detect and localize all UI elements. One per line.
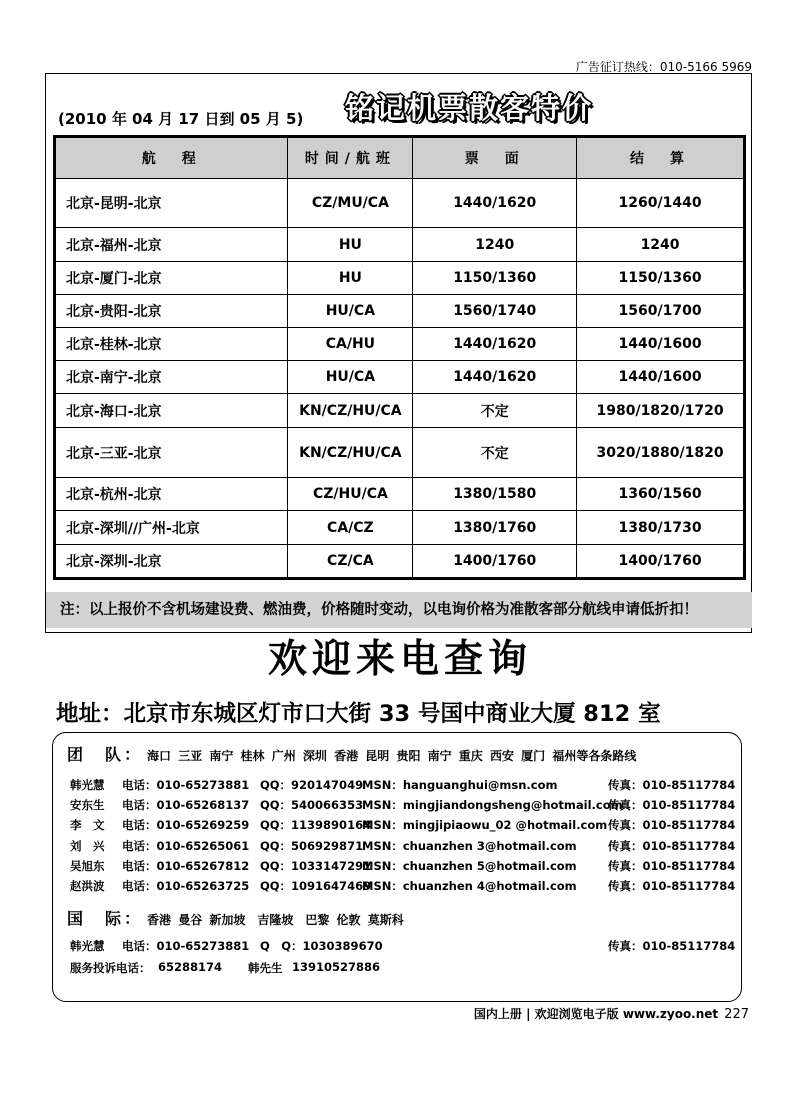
route-cell: 北京-深圳//广州-北京 bbox=[55, 511, 288, 545]
table-row bbox=[55, 511, 745, 545]
international-section-header bbox=[67, 906, 404, 929]
fare-cell: 1440/1620 bbox=[413, 361, 577, 394]
fare-cell: 1560/1740 bbox=[413, 295, 577, 328]
route-cell: 北京-三亚-北京 bbox=[55, 428, 288, 478]
flight-cell: HU/CA bbox=[288, 295, 413, 328]
contact-qq: QQ：920147049 bbox=[260, 778, 364, 792]
fare-cell: 1380/1760 bbox=[413, 511, 577, 545]
date-range: (2010 年 04 月 17 日到 05 月 5) bbox=[58, 110, 304, 128]
route-cell: 北京-深圳-北京 bbox=[55, 545, 288, 579]
route-cell: 北京-杭州-北京 bbox=[55, 478, 288, 511]
contact-name: 安东生 bbox=[70, 798, 105, 812]
page-number: 227 bbox=[724, 1007, 749, 1022]
settle-cell: 1400/1760 bbox=[577, 545, 745, 579]
table-row bbox=[55, 545, 745, 579]
fare-cell: 不定 bbox=[413, 394, 577, 428]
settle-cell: 1980/1820/1720 bbox=[577, 394, 745, 428]
settle-cell: 1440/1600 bbox=[577, 361, 745, 394]
contact-fax: 传真：010-85117784 bbox=[608, 778, 736, 792]
contact-phone: 电话：010-65267812 bbox=[122, 859, 250, 873]
international-destinations: 香港 曼谷 新加坡 吉隆坡 巴黎 伦敦 莫斯科 bbox=[147, 913, 404, 927]
route-cell: 北京-南宁-北京 bbox=[55, 361, 288, 394]
contact-msn: MSN：mingjiandongsheng@hotmail.com bbox=[362, 798, 623, 812]
contact-fax: 传真：010-85117784 bbox=[608, 818, 736, 832]
settle-cell: 1560/1700 bbox=[577, 295, 745, 328]
route-cell: 北京-福州-北京 bbox=[55, 228, 288, 262]
contact-msn: MSN：chuanzhen 5@hotmail.com bbox=[362, 859, 577, 873]
flight-cell: KN/CZ/HU/CA bbox=[288, 394, 413, 428]
fare-cell: 1440/1620 bbox=[413, 328, 577, 361]
contact-qq: QQ：540066353 bbox=[260, 798, 364, 812]
contact-phone: 电话：010-65273881 bbox=[122, 778, 250, 792]
price-table bbox=[53, 135, 746, 580]
flight-cell: HU bbox=[288, 228, 413, 262]
contact-fax: 传真：010-85117784 bbox=[608, 939, 736, 953]
contact-name: 刘 兴 bbox=[70, 839, 105, 853]
complaint-label: 服务投诉电话： bbox=[70, 961, 151, 975]
table-row bbox=[55, 262, 745, 295]
flight-cell: HU/CA bbox=[288, 361, 413, 394]
header-settle: 结 算 bbox=[577, 137, 745, 179]
international-label: 国 际： bbox=[67, 909, 144, 928]
contact-fax: 传真：010-85117784 bbox=[608, 798, 736, 812]
contact-name: 韩光慧 bbox=[70, 778, 105, 792]
headline: 铭记机票散客特价 bbox=[345, 91, 594, 125]
office-address: 地址：北京市东城区灯市口大街 33 号国中商业大厦 812 室 bbox=[56, 701, 661, 727]
contact-qq: QQ：506929871 bbox=[260, 839, 364, 853]
contact-fax: 传真：010-85117784 bbox=[608, 839, 736, 853]
complaint-person: 韩先生 bbox=[248, 961, 283, 975]
contact-qq: Q Q：1030389670 bbox=[260, 939, 383, 953]
contact-name: 韩光慧 bbox=[70, 939, 105, 953]
fare-cell: 不定 bbox=[413, 428, 577, 478]
welcome-banner: 欢迎来电查询 bbox=[267, 637, 532, 682]
complaint-mobile: 13910527886 bbox=[292, 960, 381, 974]
table-row bbox=[55, 428, 745, 478]
route-cell: 北京-昆明-北京 bbox=[55, 179, 288, 228]
flight-cell: CA/HU bbox=[288, 328, 413, 361]
contact-fax: 传真：010-85117784 bbox=[608, 859, 736, 873]
group-label: 团 队： bbox=[67, 745, 144, 764]
flight-cell: CA/CZ bbox=[288, 511, 413, 545]
contact-msn: MSN：mingjipiaowu_02 @hotmail.com bbox=[362, 818, 608, 832]
settle-cell: 1360/1560 bbox=[577, 478, 745, 511]
contact-qq: QQ：1139890164 bbox=[260, 818, 372, 832]
flight-cell: KN/CZ/HU/CA bbox=[288, 428, 413, 478]
fare-cell: 1440/1620 bbox=[413, 179, 577, 228]
flight-cell: CZ/MU/CA bbox=[288, 179, 413, 228]
contact-name: 赵洪波 bbox=[70, 879, 105, 893]
contact-phone: 电话：010-65263725 bbox=[122, 879, 250, 893]
route-cell: 北京-桂林-北京 bbox=[55, 328, 288, 361]
contact-phone: 电话：010-65265061 bbox=[122, 839, 250, 853]
flight-cell: CZ/CA bbox=[288, 545, 413, 579]
settle-cell: 1150/1360 bbox=[577, 262, 745, 295]
table-row bbox=[55, 328, 745, 361]
settle-cell: 1240 bbox=[577, 228, 745, 262]
contact-qq: QQ：1033147291 bbox=[260, 859, 372, 873]
flight-cell: CZ/HU/CA bbox=[288, 478, 413, 511]
contact-fax: 传真：010-85117784 bbox=[608, 879, 736, 893]
table-row bbox=[55, 361, 745, 394]
settle-cell: 3020/1880/1820 bbox=[577, 428, 745, 478]
table-row bbox=[55, 394, 745, 428]
route-cell: 北京-贵阳-北京 bbox=[55, 295, 288, 328]
price-notice: 注：以上报价不含机场建设费、燃油费，价格随时变动，以电询价格为准散客部分航线申请低折扣！ bbox=[46, 592, 752, 628]
footer-text: 国内上册 | 欢迎浏览电子版 www.zyoo.net bbox=[473, 1007, 719, 1021]
page-footer bbox=[474, 1005, 749, 1022]
table-row bbox=[55, 295, 745, 328]
group-destinations: 海口 三亚 南宁 桂林 广州 深圳 香港 昆明 贵阳 南宁 重庆 西安 厦门 福州等各条路线 bbox=[147, 749, 637, 763]
contact-name: 李 文 bbox=[70, 818, 105, 832]
header-fare: 票 面 bbox=[413, 137, 577, 179]
route-cell: 北京-海口-北京 bbox=[55, 394, 288, 428]
route-cell: 北京-厦门-北京 bbox=[55, 262, 288, 295]
fare-cell: 1380/1580 bbox=[413, 478, 577, 511]
fare-cell: 1240 bbox=[413, 228, 577, 262]
contact-msn: MSN：chuanzhen 4@hotmail.com bbox=[362, 879, 577, 893]
header-flight: 时间/航班 bbox=[288, 137, 413, 179]
contact-phone: 电话：010-65268137 bbox=[122, 798, 250, 812]
complaint-phone: 65288174 bbox=[158, 960, 223, 974]
table-row bbox=[55, 228, 745, 262]
fare-cell: 1400/1760 bbox=[413, 545, 577, 579]
contact-phone: 电话：010-65273881 bbox=[122, 939, 250, 953]
contact-msn: MSN：chuanzhen 3@hotmail.com bbox=[362, 839, 577, 853]
table-row bbox=[55, 179, 745, 228]
settle-cell: 1440/1600 bbox=[577, 328, 745, 361]
fare-cell: 1150/1360 bbox=[413, 262, 577, 295]
contact-phone: 电话：010-65269259 bbox=[122, 818, 250, 832]
flight-cell: HU bbox=[288, 262, 413, 295]
contact-name: 吴旭东 bbox=[70, 859, 105, 873]
contact-msn: MSN：hanguanghui@msn.com bbox=[362, 778, 558, 792]
contact-qq: QQ：1091647469 bbox=[260, 879, 372, 893]
settle-cell: 1260/1440 bbox=[577, 179, 745, 228]
ad-hotline: 广告征订热线：010-5166 5969 bbox=[575, 60, 752, 74]
header-route: 航 程 bbox=[55, 137, 288, 179]
group-section-header bbox=[67, 742, 636, 765]
table-row bbox=[55, 478, 745, 511]
table-header-row bbox=[55, 137, 745, 179]
settle-cell: 1380/1730 bbox=[577, 511, 745, 545]
